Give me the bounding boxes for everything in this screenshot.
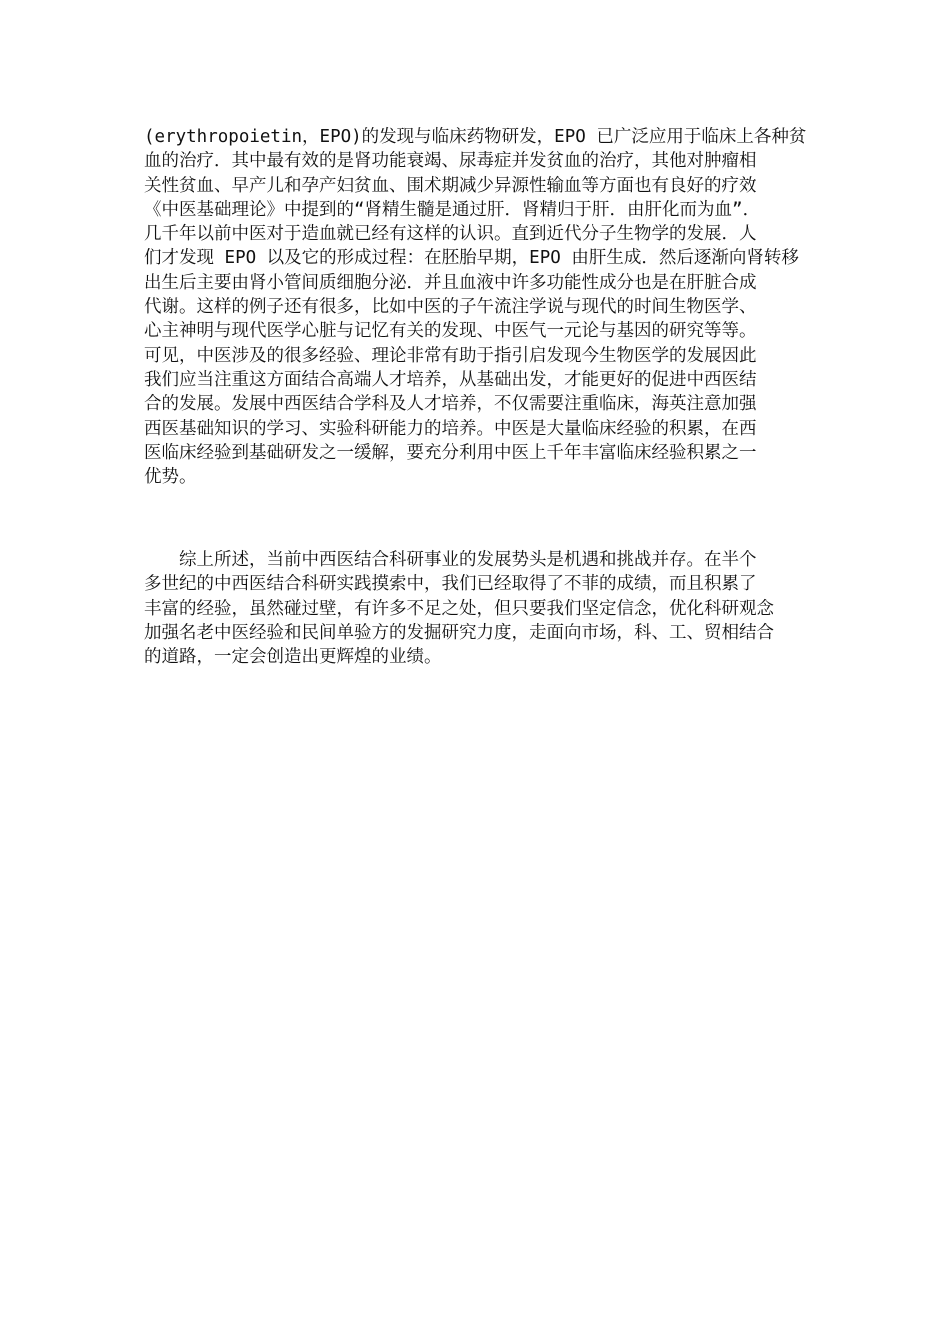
- text-line: 血的治疗．其中最有效的是肾功能衰竭、尿毒症并发贫血的治疗，其他对肿瘤相: [144, 151, 757, 172]
- text-line: 综上所述，当前中西医结合科研事业的发展势头是机遇和挑战并存。在半个: [144, 550, 757, 570]
- paragraph-2: [144, 548, 816, 669]
- text-line: 合的发展。发展中西医结合学科及人才培养，不仅需要注重临床，海英注意加强: [144, 394, 757, 415]
- text-line: 出生后主要由肾小管间质细胞分泌．并且血液中许多功能性成分也是在肝脏合成: [144, 272, 757, 293]
- text-line: 加强名老中医经验和民间单验方的发掘研究力度，走面向市场，科、工、贸相结合: [144, 622, 774, 643]
- text-line: 心主神明与现代医学心脏与记忆有关的发现、中医气一元论与基因的研究等等。: [144, 321, 757, 342]
- text-line: 医临床经验到基础研发之一缓解，要充分利用中医上千年丰富临床经验积累之一: [144, 442, 757, 463]
- text-line: 优势。: [144, 467, 197, 488]
- text-line: 多世纪的中西医结合科研实践摸索中，我们已经取得了不菲的成绩，而且积累了: [144, 574, 757, 595]
- text-line: 我们应当注重这方面结合高端人才培养，从基础出发，才能更好的促进中西医结: [144, 369, 757, 390]
- text-line: 《中医基础理论》中提到的“肾精生髓是通过肝．肾精归于肝．由肝化而为血”．: [144, 199, 761, 220]
- text-line: 可见，中医涉及的很多经验、理论非常有助于指引启发现今生物医学的发展因此: [144, 345, 757, 366]
- text-line: 们才发现 EPO 以及它的形成过程：在胚胎早期，EPO 由肝生成．然后逐渐向肾转移: [144, 248, 799, 269]
- text-line: (erythropoietin，EPO)的发现与临床药物研发，EPO 已广泛应用于临床上各种贫: [144, 127, 807, 147]
- text-line: 的道路，一定会创造出更辉煌的业绩。: [144, 647, 442, 668]
- paragraph-1: [144, 125, 816, 489]
- text-line: 西医基础知识的学习、实验科研能力的培养。中医是大量临床经验的积累，在西: [144, 418, 757, 439]
- text-line: 代谢。这样的例子还有很多，比如中医的子午流注学说与现代的时间生物医学、: [144, 297, 757, 318]
- text-line: 几千年以前中医对于造血就已经有这样的认识。直到近代分子生物学的发展．人: [144, 224, 757, 245]
- text-line: 关性贫血、早产儿和孕产妇贫血、围术期减少异源性输血等方面也有良好的疗效: [144, 175, 757, 196]
- text-line: 丰富的经验，虽然碰过壁，有许多不足之处，但只要我们坚定信念，优化科研观念: [144, 598, 774, 619]
